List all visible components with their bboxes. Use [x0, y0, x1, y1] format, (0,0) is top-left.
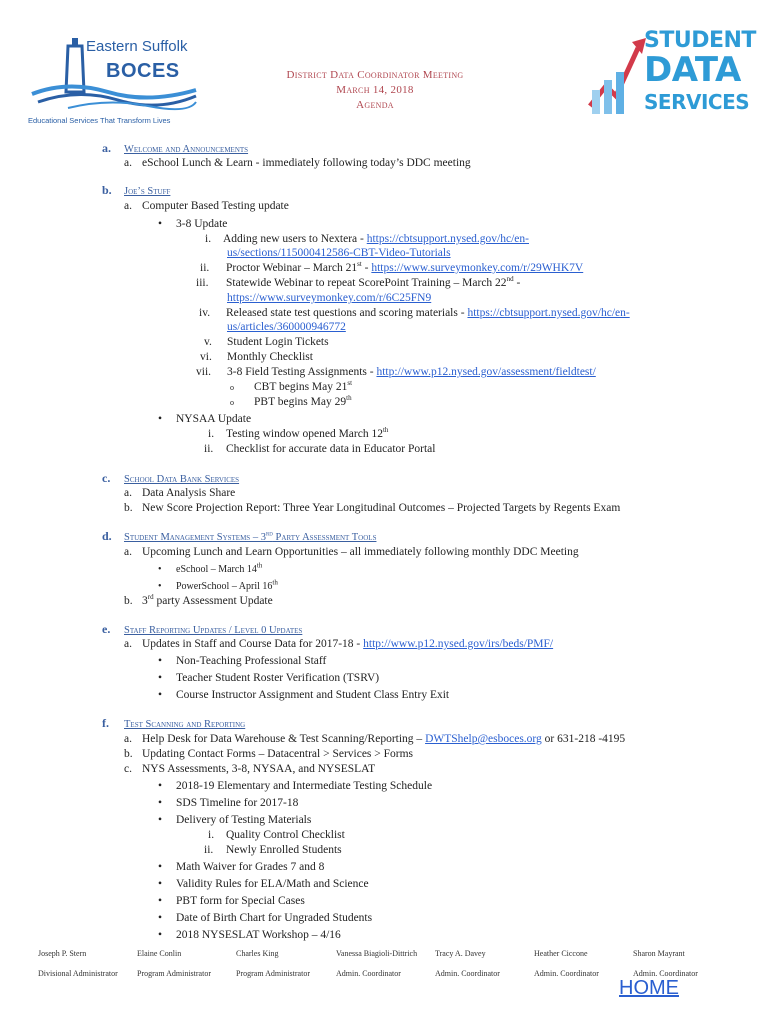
bullet-item: • Non-Teaching Professional Staff	[158, 655, 327, 667]
section-letter-f: f.	[102, 716, 109, 730]
bullet-item: • Date of Birth Chart for Ungraded Students	[158, 912, 373, 924]
nextera-link[interactable]: https://cbtsupport.nysed.gov/hc/en-	[366, 233, 529, 245]
signature-block: Sharon Mayrant Admin. Coordinator	[633, 949, 698, 978]
signature-block: Heather Cicconе Admin. Coordinator	[534, 949, 599, 978]
proctor-webinar-link[interactable]: https://www.surveymonkey.com/r/29WHK7V	[371, 262, 584, 274]
section-title-welcome: Welcome and Announcements	[124, 144, 249, 155]
bullet-item: • Delivery of Testing Materials	[158, 814, 312, 826]
section-letter-e: e.	[102, 622, 111, 636]
roman-item: iv. Released state test questions and scoring materials - https://cbtsupport.nysed.gov/hc/en-	[199, 307, 630, 319]
signature-block: Elaine Conlin Program Administrator	[137, 949, 211, 978]
bullet-item: • Teacher Student Roster Verification (TSRV)	[158, 672, 380, 684]
roman-item: vii. 3-8 Field Testing Assignments - http://www.p12.nysed.gov/assessment/fieldtest/	[196, 366, 596, 378]
section-letter-c: c.	[102, 471, 111, 485]
bullet-item: • Course Instructor Assignment and Student Class Entry Exit	[158, 689, 450, 701]
logo-student: STUDENT	[644, 28, 756, 53]
logo-tagline: Educational Services That Transform Lives	[28, 116, 171, 125]
released-questions-link[interactable]: https://cbtsupport.nysed.gov/hc/en-	[467, 307, 630, 319]
section-letter-a: a.	[102, 141, 111, 155]
esboces-logo	[28, 30, 198, 128]
agenda-item: c. NYS Assessments, 3-8, NYSAA, and NYSESLAT	[124, 763, 376, 775]
meeting-title: District Data Coordinator Meeting	[286, 69, 464, 81]
bullet-item: • Validity Rules for ELA/Math and Science	[158, 878, 369, 890]
section-letter-d: d.	[102, 529, 112, 543]
agenda-item: b. 3rd party Assessment Update	[124, 593, 273, 607]
helpdesk-email-link[interactable]: DWTShelp@esboces.org	[425, 733, 542, 745]
roman-item: ii. Proctor Webinar – March 21st - https://www.surveymonkey.com/r/29WHK7V	[200, 260, 584, 274]
signature-block: Vanessa Biagioli-Dittrich Admin. Coordinator	[336, 949, 418, 978]
agenda-item: a. Help Desk for Data Warehouse & Test Scanning/Reporting – DWTShelp@esboces.org or 631-218 -4195	[124, 733, 626, 745]
roman-item: ii. Newly Enrolled Students	[204, 844, 342, 856]
logo-line2: BOCES	[106, 60, 180, 82]
roman-item: vi. Monthly Checklist	[200, 351, 313, 363]
logo-services: SERVICES	[644, 90, 750, 114]
bullet-item: • PBT form for Special Cases	[158, 895, 305, 907]
section-title-scanning: Test Scanning and Reporting	[124, 719, 246, 730]
bullet-item: • 2018-19 Elementary and Intermediate Testing Schedule	[158, 780, 433, 792]
section-title-sms: Student Management Systems – 3rd Party Assessment Tools	[124, 529, 377, 543]
logo-data: DATA	[644, 50, 741, 90]
sub-bullet: o CBT begins May 21st	[230, 379, 353, 393]
section-title-staff: Staff Reporting Updates / Level 0 Updates	[124, 625, 303, 636]
agenda-item: b. Updating Contact Forms – Datacentral > Services > Forms	[124, 748, 414, 760]
home-link[interactable]: HOME	[619, 977, 679, 999]
bullet-item: • Math Waiver for Grades 7 and 8	[158, 861, 325, 873]
meeting-date: March 14, 2018	[336, 84, 414, 96]
bullet-item: • 2018 NYSESLAT Workshop – 4/16	[158, 929, 341, 941]
bullet-item: • SDS Timeline for 2017-18	[158, 797, 299, 809]
sub-bullet: o PBT begins May 29th	[230, 394, 352, 408]
agenda-item: a. Updates in Staff and Course Data for 2017-18 - http://www.p12.nysed.gov/irs/beds/PMF/	[124, 638, 554, 650]
agenda-item: b. New Score Projection Report: Three Year Longitudinal Outcomes – Projected Targets by Regents Exam	[124, 502, 621, 514]
section-title-joes-stuff: Joe’s Stuff	[124, 186, 171, 197]
section-title-sdb: School Data Bank Services	[124, 474, 240, 485]
signature-block: Tracy A. Davey Admin. Coordinator	[435, 949, 500, 978]
student-data-services-logo	[586, 28, 756, 120]
agenda-item: a. Upcoming Lunch and Learn Opportunities – all immediately following monthly DDC Meeting	[124, 546, 579, 558]
roman-item: i. Adding new users to Nextera - https://cbtsupport.nysed.gov/hc/en-	[205, 233, 529, 245]
link-continuation[interactable]: us/articles/360000946772	[227, 321, 346, 333]
roman-item: i. Quality Control Checklist	[208, 829, 345, 841]
roman-item: i. Testing window opened March 12th	[208, 426, 389, 440]
scorepoint-link[interactable]: https://www.surveymonkey.com/r/6C25FN9	[227, 292, 432, 304]
agenda-header	[180, 68, 570, 113]
roman-item: iii. Statewide Webinar to repeat ScorePoint Training – March 22nd -	[196, 275, 521, 289]
agenda-item: a. Computer Based Testing update	[124, 200, 289, 212]
section-letter-b: b.	[102, 183, 112, 197]
bullet-item: • PowerSchool – April 16th	[158, 578, 278, 592]
agenda-item: a. Data Analysis Share	[124, 487, 236, 499]
bullet-item: • NYSAA Update	[158, 413, 252, 425]
field-test-link[interactable]: http://www.p12.nysed.gov/assessment/fieldtest/	[376, 366, 596, 378]
link-continuation[interactable]: us/sections/115000412586-CBT-Video-Tutorials	[227, 247, 451, 259]
pmf-link[interactable]: http://www.p12.nysed.gov/irs/beds/PMF/	[363, 638, 554, 650]
growth-arrow-icon	[586, 28, 646, 120]
bullet-item: • eSchool – March 14th	[158, 561, 263, 575]
agenda-label: Agenda	[356, 99, 394, 111]
signature-block: Charles King Program Administrator	[236, 949, 310, 978]
signature-block: Joseph P. Stern Divisional Administrator	[38, 949, 118, 978]
roman-item: v. Student Login Tickets	[204, 336, 329, 348]
logo-line1: Eastern Suffolk	[86, 38, 188, 55]
roman-item: ii. Checklist for accurate data in Educator Portal	[204, 443, 436, 455]
agenda-item: a. eSchool Lunch & Learn - immediately following today’s DDC meeting	[124, 157, 471, 169]
bullet-item: • 3-8 Update	[158, 218, 228, 230]
